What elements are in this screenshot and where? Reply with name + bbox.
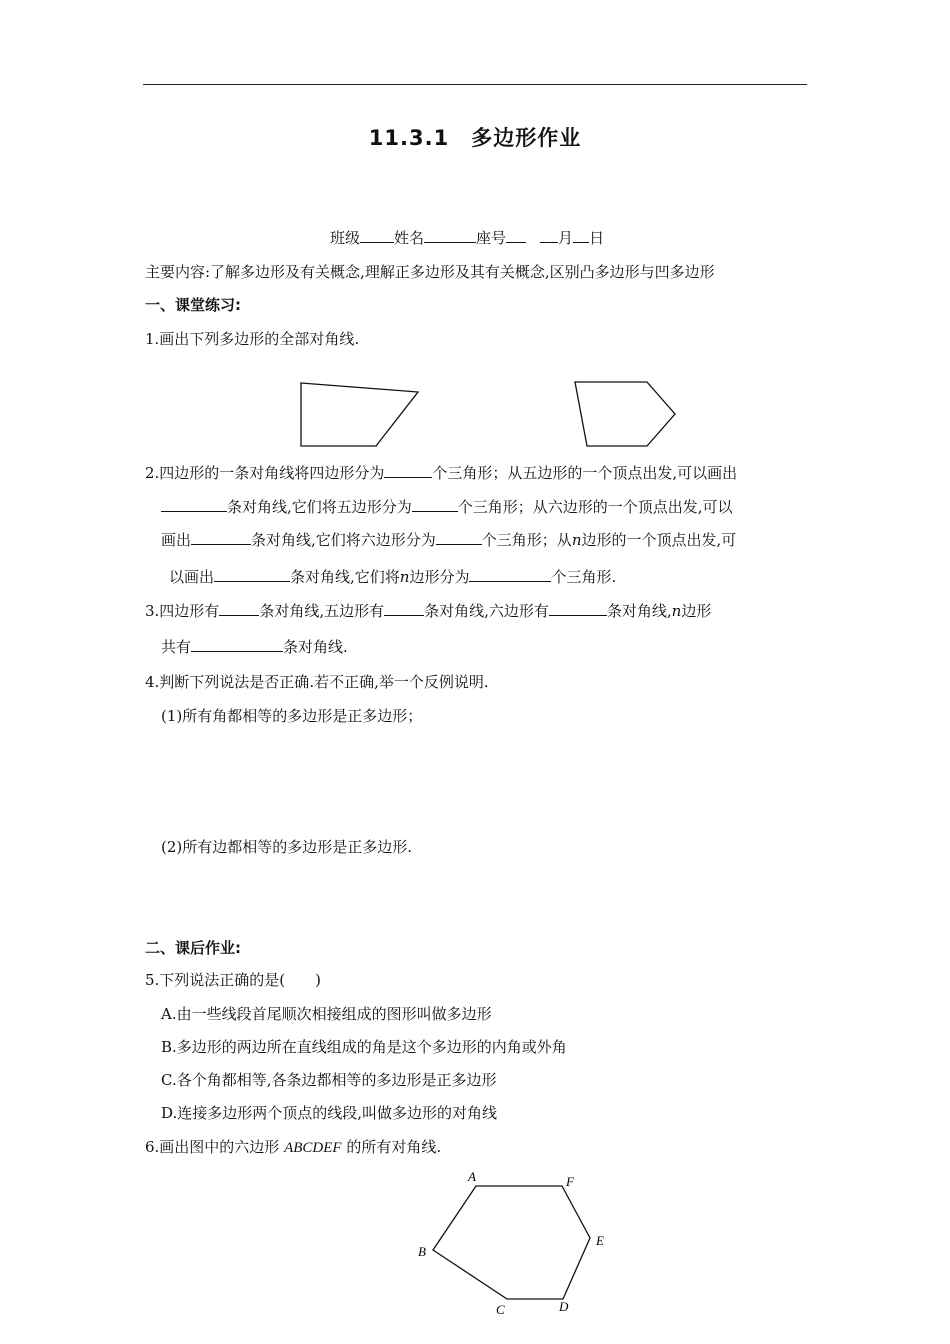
section1-heading: 一、课堂练习: [145, 296, 241, 314]
q2-blank-6[interactable] [214, 567, 290, 582]
q3-blank-2[interactable] [384, 601, 424, 616]
question-2-line-4: 以画出 条对角线,它们将n边形分为 个三角形. [169, 568, 617, 586]
month-blank[interactable] [540, 228, 558, 243]
question-3-line-2: 共有 条对角线. [161, 638, 348, 656]
quadrilateral-shape [301, 383, 418, 446]
student-info-line [330, 228, 604, 248]
q3-blank-3[interactable] [549, 601, 607, 616]
question-1: 1.画出下列多边形的全部对角线. [145, 330, 360, 348]
month-label: 月 [558, 229, 574, 247]
vertex-label-b: B [418, 1244, 426, 1259]
option-a: A.由一些线段首尾顺次相接组成的图形叫做多边形 [161, 1005, 492, 1023]
vertex-label-f: F [566, 1174, 574, 1189]
vertex-label-e: E [596, 1233, 604, 1248]
q2-blank-7[interactable] [469, 567, 551, 582]
question-5: 5.下列说法正确的是( ) [145, 971, 322, 989]
vertex-label-a: A [468, 1169, 476, 1184]
vertex-label-d: D [559, 1299, 569, 1314]
q2-blank-5[interactable] [436, 530, 482, 545]
main-content: 主要内容:了解多边形及有关概念,理解正多边形及其有关概念,区别凸多边形与凹多边形 [145, 263, 715, 281]
pentagon-shape [575, 382, 675, 446]
day-blank[interactable] [573, 228, 589, 243]
option-b: B.多边形的两边所在直线组成的角是这个多边形的内角或外角 [161, 1038, 567, 1056]
page-title: 11.3.1 多边形作业 [368, 126, 582, 150]
hexagon-name: ABCDEF [284, 1140, 342, 1156]
question-6: 6.画出图中的六边形 ABCDEF 的所有对角线. [145, 1138, 442, 1156]
name-blank[interactable] [424, 228, 476, 243]
option-d: D.连接多边形两个顶点的线段,叫做多边形的对角线 [161, 1104, 498, 1122]
hexagon-shape [433, 1186, 590, 1299]
q3-blank-4[interactable] [191, 637, 283, 652]
q2-blank-4[interactable] [191, 530, 251, 545]
question-4-part-2: (2)所有边都相等的多边形是正多边形. [161, 838, 413, 856]
question-2-line-3: 画出 条对角线,它们将六边形分为 个三角形；从n边形的一个顶点出发,可 [161, 531, 737, 549]
q2-blank-2[interactable] [161, 497, 227, 512]
name-label: 姓名 [394, 229, 425, 247]
class-label: 班级 [330, 229, 361, 247]
vertex-label-c: C [496, 1302, 505, 1317]
question-4-part-1: (1)所有角都相等的多边形是正多边形； [161, 707, 423, 725]
q2-blank-3[interactable] [412, 497, 458, 512]
question-2-line-2: 条对角线,它们将五边形分为 个三角形；从六边形的一个顶点出发,可以 [161, 497, 733, 517]
day-label: 日 [589, 229, 605, 247]
section2-heading: 二、课后作业: [145, 939, 241, 957]
class-blank[interactable] [360, 228, 394, 243]
question-2-line-1: 2.四边形的一条对角线将四边形分为 个三角形；从五边形的一个顶点出发,可以画出 [145, 464, 738, 482]
question-3-line-1: 3.四边形有 条对角线,五边形有 条对角线,六边形有 条对角线,n边形 [145, 602, 712, 620]
question-4: 4.判断下列说法是否正确.若不正确,举一个反例说明. [145, 673, 489, 691]
seat-label: 座号 [476, 229, 507, 247]
option-c: C.各个角都相等,各条边都相等的多边形是正多边形 [161, 1071, 497, 1089]
seat-blank[interactable] [506, 228, 526, 243]
header-rule [143, 84, 807, 85]
q3-blank-1[interactable] [219, 601, 259, 616]
q2-blank-1[interactable] [384, 463, 432, 478]
